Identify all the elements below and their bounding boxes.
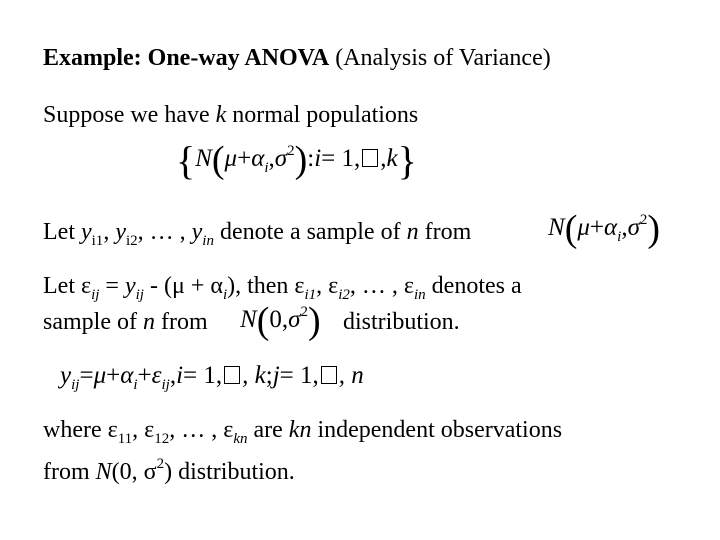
eq4-y: y: [60, 362, 72, 389]
eq4-equals: =: [79, 362, 94, 389]
from-line: [43, 450, 295, 486]
denote-text: denote a sample of: [213, 219, 407, 245]
are-text: are: [247, 417, 289, 443]
equation-normal-dist: [548, 207, 660, 251]
from-text: from: [43, 459, 96, 485]
eq3-N: N: [240, 306, 257, 333]
sub-kn: kn: [233, 431, 248, 447]
eq4-sub-ij: ij: [161, 377, 170, 393]
eq4-sub-i: i: [133, 377, 138, 393]
epsilon: ε: [328, 273, 339, 299]
y-var: y: [115, 219, 126, 245]
then-text: ), then: [227, 273, 295, 299]
eq4-sub-ij: ij: [71, 377, 80, 393]
eq1-sup-2: 2: [287, 143, 295, 159]
sub-ij: ij: [91, 287, 100, 303]
right-brace: }: [397, 138, 417, 183]
plus: +: [184, 273, 211, 299]
intro-text: Suppose we have: [43, 102, 216, 128]
sub-in: in: [414, 287, 426, 303]
epsilon: ε: [107, 417, 118, 443]
y-var: y: [80, 219, 92, 245]
where-text: where: [43, 417, 108, 443]
eq2-N: N: [548, 214, 565, 241]
epsilon: ε: [294, 273, 305, 299]
eq1-comma: ,: [268, 145, 275, 172]
distribution-word: distribution.: [343, 309, 460, 335]
eq4-mu: μ: [93, 362, 107, 389]
open-paren: (0,: [111, 459, 144, 485]
sigma: σ: [143, 459, 157, 485]
eq1-k: k: [386, 145, 398, 172]
eq3-sup-2: 2: [300, 304, 308, 320]
N-var: N: [95, 459, 112, 485]
equals: =: [99, 273, 125, 299]
where-line: [43, 416, 562, 453]
eq4-k: , k: [242, 362, 266, 389]
epsilon: ε: [144, 417, 155, 443]
sample-of-text: sample of: [43, 309, 143, 335]
eq2-alpha: α: [604, 214, 618, 241]
title-rest: (Analysis of Variance): [329, 45, 551, 71]
sub-i1: i1: [91, 233, 104, 249]
intro-line: [43, 101, 418, 129]
eq1-N: N: [195, 145, 212, 172]
kn-var: kn: [288, 417, 312, 443]
eq4-plus: +: [106, 362, 121, 389]
eq2-close-paren: ): [647, 208, 661, 250]
let-text: Let: [43, 273, 81, 299]
n-var: n: [142, 309, 155, 335]
eq1-sigma: σ: [274, 145, 288, 172]
n-var: n: [406, 219, 419, 245]
intro-k: k: [215, 102, 227, 128]
eq3-zero: 0,: [269, 306, 289, 333]
minus: - (: [143, 273, 172, 299]
equation-populations: [176, 137, 417, 184]
eq1-sub-i: i: [264, 160, 269, 176]
eq1-plus: +: [237, 145, 252, 172]
eq2-open-paren: (: [564, 208, 578, 250]
sub-ij: ij: [135, 287, 144, 303]
ellipsis: , … ,: [137, 219, 192, 245]
sub-i2: i2: [125, 233, 138, 249]
y-var: y: [124, 273, 136, 299]
missing-glyph-icon: [362, 149, 378, 167]
eq4-n: , n: [338, 362, 364, 389]
title-bold: Example: One-way ANOVA: [43, 45, 330, 71]
distribution-text: [343, 308, 460, 336]
eq3-sigma: σ: [288, 306, 301, 333]
epsilon-line-2: [43, 308, 208, 336]
sub-i2: i2: [338, 287, 350, 303]
eq1-comma2: ,: [380, 145, 387, 172]
eq4-epsilon: ε: [151, 362, 162, 389]
independent-text: independent observations: [311, 417, 563, 443]
sample-line: [43, 218, 471, 255]
equation-error-dist: [240, 299, 321, 343]
comma: ,: [132, 417, 145, 443]
alpha: α: [210, 273, 223, 299]
eq2-mu: μ: [577, 214, 590, 241]
eq3-close-paren: ): [307, 300, 321, 342]
from-text: from: [418, 219, 472, 245]
eq3-open-paren: (: [256, 300, 270, 342]
comma: ,: [103, 219, 116, 245]
eq2-sigma: σ: [627, 214, 640, 241]
comma: ,: [316, 273, 329, 299]
sub-i1: i1: [304, 287, 317, 303]
eq4-j: j: [272, 362, 280, 389]
sup-2: 2: [156, 456, 165, 472]
eq1-mu: μ: [224, 145, 238, 172]
eq1-i: i: [314, 145, 322, 172]
sub-11: 11: [117, 431, 133, 447]
eq2-plus: +: [589, 214, 605, 241]
left-brace: {: [176, 138, 196, 183]
eq4-comma: ,: [169, 362, 177, 389]
eq1-open-paren: (: [211, 139, 225, 181]
equation-model: [60, 362, 364, 394]
let-text: Let: [43, 219, 81, 245]
missing-glyph-icon: [224, 366, 240, 384]
epsilon: ε: [80, 273, 92, 299]
sub-i: i: [222, 287, 228, 303]
eq1-colon: :: [307, 145, 315, 172]
sub-12: 12: [154, 431, 170, 447]
eq4-equals1: = 1,: [279, 362, 319, 389]
distribution-text: ) distribution.: [164, 459, 295, 485]
eq4-plus: +: [137, 362, 152, 389]
denotes-text: denotes a: [425, 273, 522, 299]
eq1-equals1: = 1,: [321, 145, 361, 172]
eq4-i: i: [176, 362, 184, 389]
epsilon: ε: [223, 417, 234, 443]
eq4-semicolon: ;: [265, 362, 273, 389]
eq1-close-paren: ): [294, 139, 308, 181]
mu: μ: [171, 273, 185, 299]
eq2-comma: ,: [621, 214, 628, 241]
from-text: from: [154, 309, 208, 335]
intro-text-end: normal populations: [226, 102, 419, 128]
eq2-sup-2: 2: [639, 212, 648, 228]
eq4-alpha: α: [120, 362, 134, 389]
eq4-equals1: = 1,: [183, 362, 223, 389]
y-var: y: [191, 219, 203, 245]
ellipsis: , … ,: [169, 417, 224, 443]
ellipsis: , … ,: [349, 273, 404, 299]
sub-in: in: [202, 233, 214, 249]
eq1-alpha: α: [251, 145, 265, 172]
missing-glyph-icon: [321, 366, 337, 384]
epsilon: ε: [403, 273, 414, 299]
slide-title: [43, 44, 551, 72]
eq2-sub-i: i: [617, 229, 622, 245]
